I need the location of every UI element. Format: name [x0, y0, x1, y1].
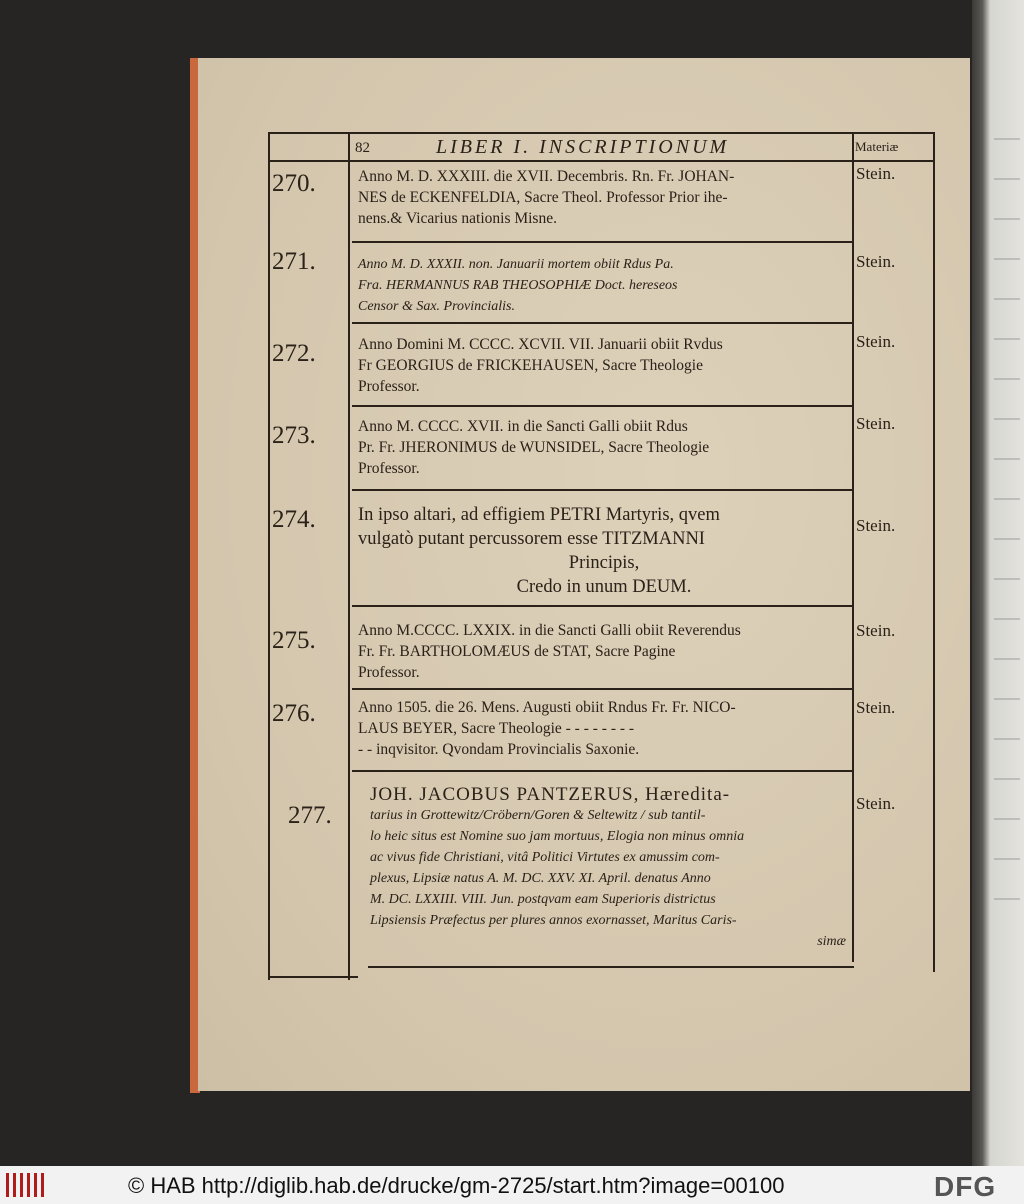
viewer-footer [0, 1166, 1024, 1204]
running-title: LIBER I. INSCRIPTIONUM [436, 136, 730, 158]
inscription-entry: Anno M. CCCC. XVII. in die Sancti Galli obiit Rdus Pr. Fr. JHERONIMUS de WUNSIDEL, Sacre Theologie Professor. [358, 418, 710, 477]
row-divider [352, 605, 852, 607]
row-divider [352, 770, 852, 772]
row-divider [352, 688, 852, 690]
entry-number: 276. [272, 700, 316, 727]
row-divider [352, 322, 852, 324]
table-rule [268, 132, 270, 980]
entry-material: Stein. [856, 164, 896, 183]
adjacent-page [972, 0, 1024, 1166]
inscription-entry: JOH. JACOBUS PANTZERUS, Hæredita- tarius in Grottewitz/Cröbern/Goren & Seltewitz / sub tantil- lo heic situs est Nomine suo jam mortuus, Elogia non minus omnia ac vivus fide Christiani, vitâ Politici Virtutes ex amussim com- plexus, Lipsiæ natus A. M. DC. XXV. XI. April. denatus Anno M. DC. LXXIII. VIII. Jun. postqvam eam Superioris districtus Lipsiensis Præfectus per plures annos exornasset, Maritus Caris- simæ [370, 784, 846, 949]
table-rule [933, 132, 935, 972]
row-divider [352, 489, 852, 491]
page-number: 82 [355, 140, 370, 156]
inscription-entry: Anno 1505. die 26. Mens. Augusti obiit Rndus Fr. Fr. NICO- LAUS BEYER, Sacre Theologie - - - - - - - - - - inqvisitor. Qvondam Provincialis Saxonie. [358, 699, 736, 758]
table-rule [268, 132, 935, 134]
table-rule [268, 160, 935, 162]
inscription-entry: Anno M. D. XXXIII. die XVII. Decembris. Rn. Fr. JOHAN- NES de ECKENFELDIA, Sacre Theol. Professor Prior ihe- nens.& Vicarius nationis Misne. [358, 168, 735, 227]
entry-material: Stein. [856, 332, 896, 351]
entry-number: 271. [272, 248, 316, 275]
entry-number: 273. [272, 422, 316, 449]
table-rule [368, 966, 854, 968]
table-rule [268, 976, 358, 978]
entry-material: Stein. [856, 794, 896, 813]
entry-number: 270. [272, 170, 316, 197]
table-rule [852, 132, 854, 962]
entry-material: Stein. [856, 252, 896, 271]
copyright-link[interactable]: © HAB http://diglib.hab.de/drucke/gm-2725/start.htm?image=00100 [128, 1173, 785, 1198]
entry-material: Stein. [856, 516, 896, 535]
inscription-entry: Anno M. D. XXXII. non. Januarii mortem obiit Rdus Pa. Fra. HERMANNUS RAB THEOSOPHIÆ Doct. hereseos Censor & Sax. Provincialis. [358, 257, 678, 314]
inscription-entry: Anno M.CCCC. LXXIX. in die Sancti Galli obiit Reverendus Fr. Fr. BARTHOLOMÆUS de STAT, Sacre Pagine Professor. [358, 622, 741, 681]
entry-material: Stein. [856, 698, 896, 717]
row-divider [352, 405, 852, 407]
entry-number: 275. [272, 627, 316, 654]
dfg-logo: DFG [934, 1171, 997, 1202]
entry-number: 277. [288, 802, 332, 829]
material-column-header: Materiæ [855, 139, 899, 154]
entry-number: 272. [272, 340, 316, 367]
library-logo-icon [6, 1173, 44, 1197]
table-rule [348, 132, 350, 980]
entry-number: 274. [272, 506, 316, 533]
inscription-entry: Anno Domini M. CCCC. XCVII. VII. Januarii obiit Rvdus Fr GEORGIUS de FRICKEHAUSEN, Sacre Theologie Professor. [358, 336, 723, 395]
row-divider [352, 241, 852, 243]
entry-material: Stein. [856, 621, 896, 640]
entry-material: Stein. [856, 414, 896, 433]
inscription-entry: In ipso altari, ad effigiem PETRI Martyris, qvem vulgatò putant percussorem esse TITZMANNI Principis, Credo in unum DEUM. [358, 505, 720, 597]
